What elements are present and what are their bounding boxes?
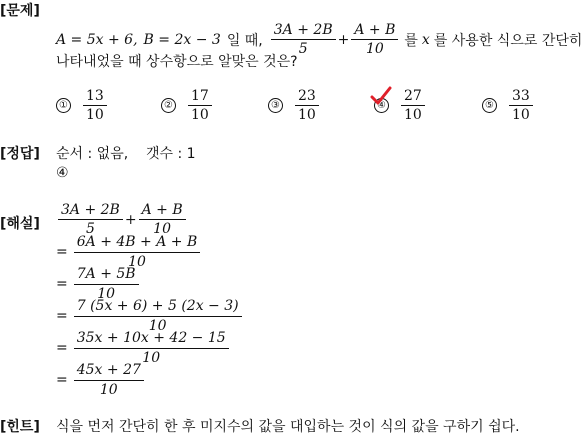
choice-1-num: 13 [83, 88, 107, 106]
text-var: x [421, 31, 430, 48]
hint-text: 식을 먼저 간단히 한 후 미지수의 값을 대입하는 것이 식의 값을 구하기 쉽다. [56, 419, 520, 435]
choice-4[interactable] [374, 88, 427, 123]
solution-step [56, 332, 244, 364]
step-frac [74, 298, 242, 333]
problem-line2: 나타내었을 때 상수항으로 알맞은 것은? [56, 54, 298, 70]
choice-5-frac [509, 88, 533, 123]
step-frac [74, 362, 144, 397]
choice-1-den: 10 [86, 107, 104, 124]
solution-step [56, 364, 244, 396]
choice-2-num: 17 [188, 88, 212, 106]
choice-3-frac [295, 88, 319, 123]
step-den: 10 [142, 349, 161, 366]
expr-frac2-den: 10 [365, 41, 384, 58]
sol-frac1-num: 3A + 2B [58, 202, 123, 220]
solution-step [56, 268, 244, 300]
expr-frac2 [351, 22, 398, 57]
answer-value: ④ [56, 165, 69, 181]
sol-frac2-num: A + B [139, 202, 186, 220]
sol-frac2-den: 10 [153, 221, 171, 238]
answer-tag: [정답] [0, 146, 40, 162]
step-num: 7 (5x + 6) + 5 (2x − 3) [74, 298, 242, 316]
solution-first [56, 202, 188, 237]
sol-frac2 [139, 202, 186, 237]
solution-steps [56, 236, 244, 396]
sol-frac1 [58, 202, 123, 237]
step-num: 6A + 4B + A + B [74, 234, 201, 252]
expr-frac2-num: A + B [351, 22, 398, 40]
choice-2-den: 10 [191, 107, 209, 124]
choice-3[interactable] [268, 88, 321, 123]
choice-4-frac [401, 88, 425, 123]
hint-tag: [힌트] [0, 419, 40, 435]
solution-step [56, 236, 244, 268]
step-frac [74, 234, 201, 269]
expr-frac1-den: 5 [298, 41, 308, 58]
step-num: 45x + 27 [74, 362, 144, 380]
expr-plus: + [337, 31, 350, 48]
choice-5-den: 10 [512, 107, 530, 124]
choice-1-frac [83, 88, 107, 123]
choice-3-mark: ③ [268, 98, 283, 113]
step-num: 35x + 10x + 42 − 15 [74, 330, 229, 348]
expr-frac1-num: 3A + 2B [271, 22, 336, 40]
step-den: 10 [148, 317, 167, 334]
step-eq: = [56, 244, 68, 260]
step-den: 10 [99, 381, 118, 398]
step-den: 10 [97, 285, 116, 302]
choice-4-num: 27 [401, 88, 425, 106]
step-eq: = [56, 340, 68, 356]
choice-5-num: 33 [509, 88, 533, 106]
def-b: B = 2x − 3 [143, 31, 221, 48]
choice-3-den: 10 [298, 107, 316, 124]
sol-frac1-den: 5 [85, 221, 95, 238]
step-den: 10 [128, 253, 146, 270]
step-eq: = [56, 308, 68, 324]
choice-1-mark: ① [56, 98, 71, 113]
step-eq: = [56, 372, 68, 388]
choice-2-frac [188, 88, 212, 123]
choice-1[interactable] [56, 88, 109, 123]
answer-line1: 순서 : 없음, 갯수 : 1 [56, 146, 196, 162]
check-mark-icon [370, 86, 392, 106]
choice-2-mark: ② [161, 98, 176, 113]
solution-step [56, 300, 244, 332]
def-a: A = 5x + 6, [56, 31, 138, 48]
text-mid: 를 [404, 32, 418, 49]
problem-tag: [문제] [0, 3, 40, 19]
text-pre: 일 때, [226, 32, 263, 49]
choice-2[interactable] [161, 88, 214, 123]
choice-5[interactable] [482, 88, 535, 123]
choice-3-num: 23 [295, 88, 319, 106]
choice-4-den: 10 [404, 107, 422, 124]
choice-5-mark: ⑤ [482, 98, 497, 113]
step-frac [74, 330, 229, 365]
text-post: 를 사용한 식으로 간단히 [433, 32, 583, 49]
solution-tag: [해설] [0, 216, 40, 232]
step-num: 7A + 5B [74, 266, 139, 284]
choice-4-mark: ④ [374, 98, 389, 113]
sol-plus: + [124, 211, 137, 228]
step-frac [74, 266, 139, 301]
choices [56, 88, 586, 128]
step-eq: = [56, 276, 68, 292]
